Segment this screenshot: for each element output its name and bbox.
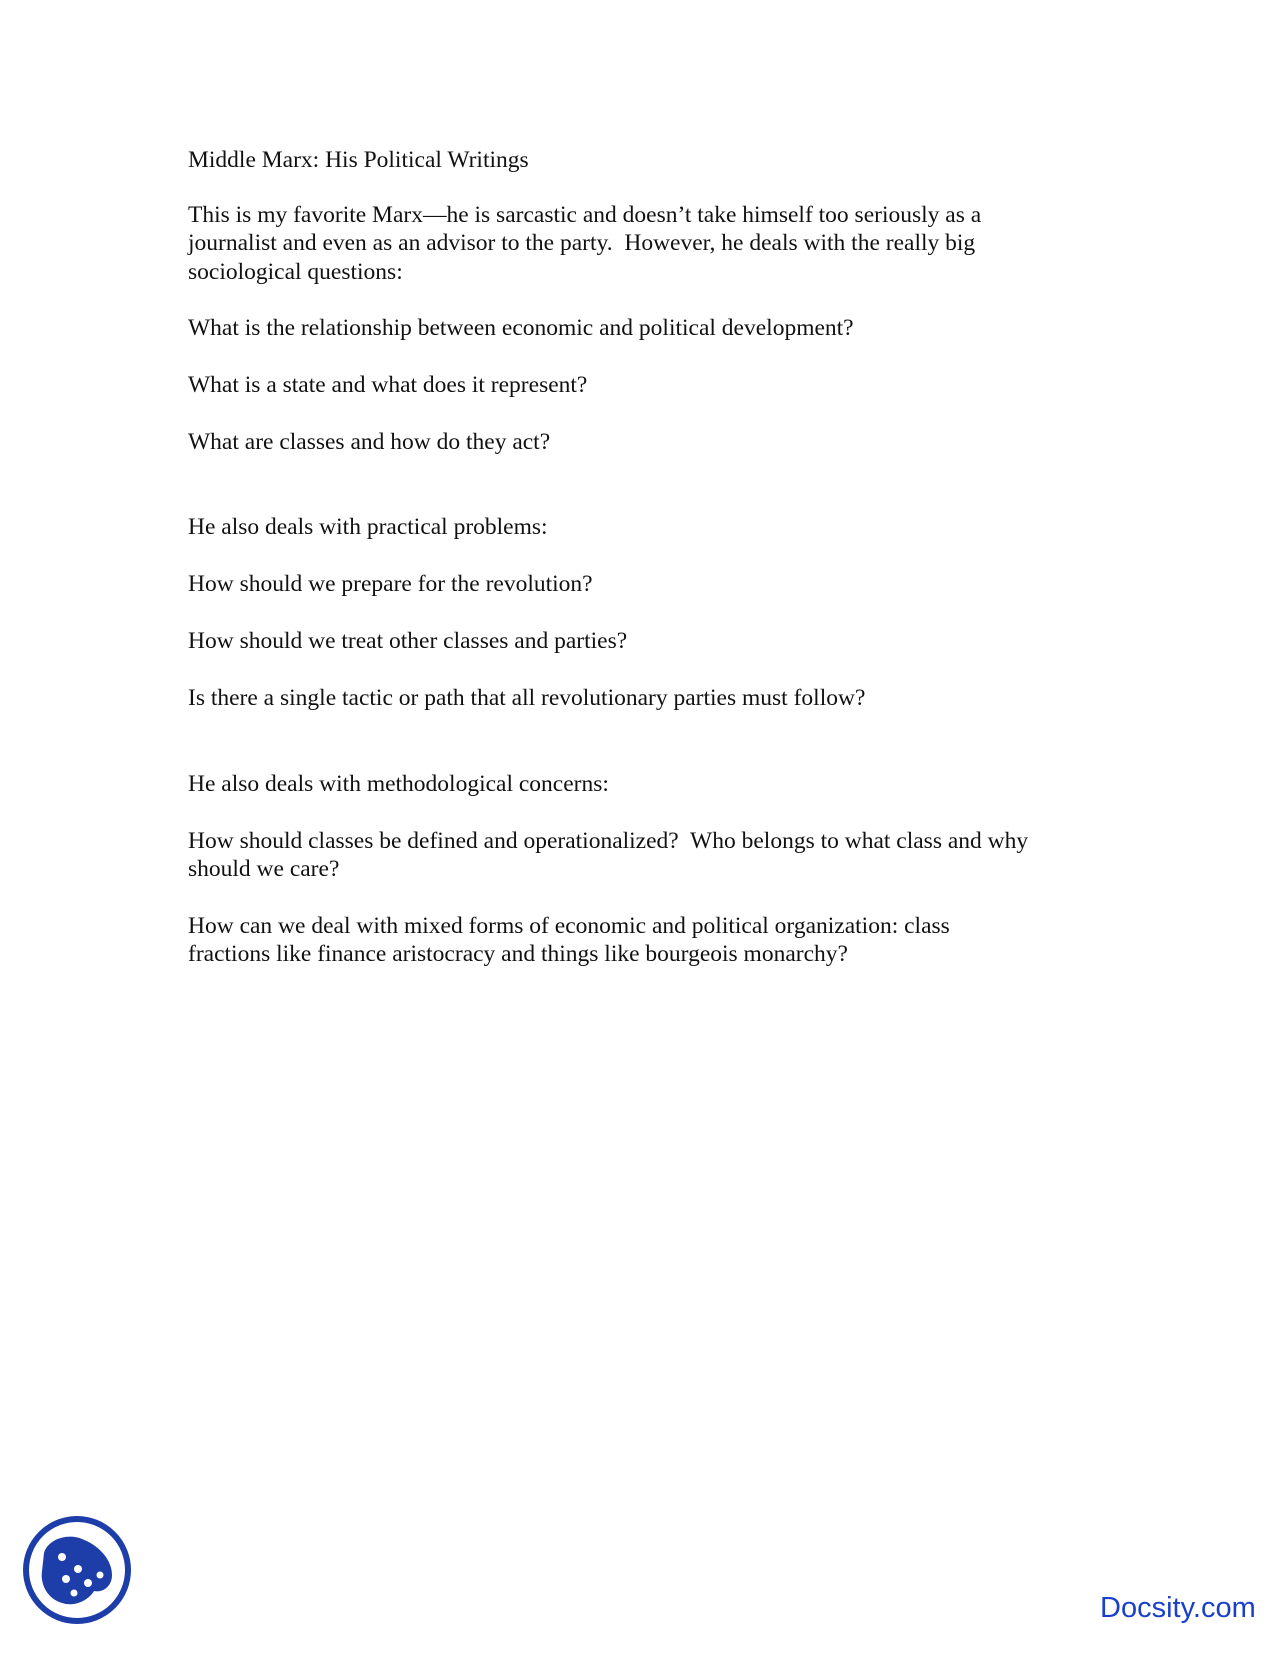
sociological-question-1: What is the relationship between economic and political development?: [188, 315, 854, 341]
methodological-question-1-line-2: should we care?: [188, 856, 340, 882]
methodological-question-2-line-1: How can we deal with mixed forms of economic and political organization: class: [188, 913, 950, 939]
methodological-question-1-line-1: How should classes be defined and operationalized? Who belongs to what class and why: [188, 828, 1029, 854]
methodological-question-2-line-2: fractions like finance aristocracy and things like bourgeois monarchy?: [188, 941, 848, 967]
sociological-question-3: What are classes and how do they act?: [188, 429, 551, 455]
docsity-logo-icon: [22, 1515, 132, 1625]
methodological-heading: He also deals with methodological concerns:: [188, 771, 609, 797]
sociological-question-2: What is a state and what does it represent?: [188, 372, 588, 398]
intro-line-2: journalist and even as an advisor to the party. However, he deals with the really big: [188, 230, 976, 256]
document-title: Middle Marx: His Political Writings: [188, 147, 529, 173]
practical-question-2: How should we treat other classes and parties?: [188, 628, 628, 654]
docsity-brand-link[interactable]: Docsity.com: [1100, 1592, 1256, 1624]
practical-question-1: How should we prepare for the revolution?: [188, 571, 593, 597]
intro-line-3: sociological questions:: [188, 259, 403, 285]
practical-heading: He also deals with practical problems:: [188, 514, 548, 540]
practical-question-3: Is there a single tactic or path that all revolutionary parties must follow?: [188, 685, 866, 711]
intro-line-1: This is my favorite Marx—he is sarcastic and doesn’t take himself too seriously as a: [188, 202, 982, 228]
